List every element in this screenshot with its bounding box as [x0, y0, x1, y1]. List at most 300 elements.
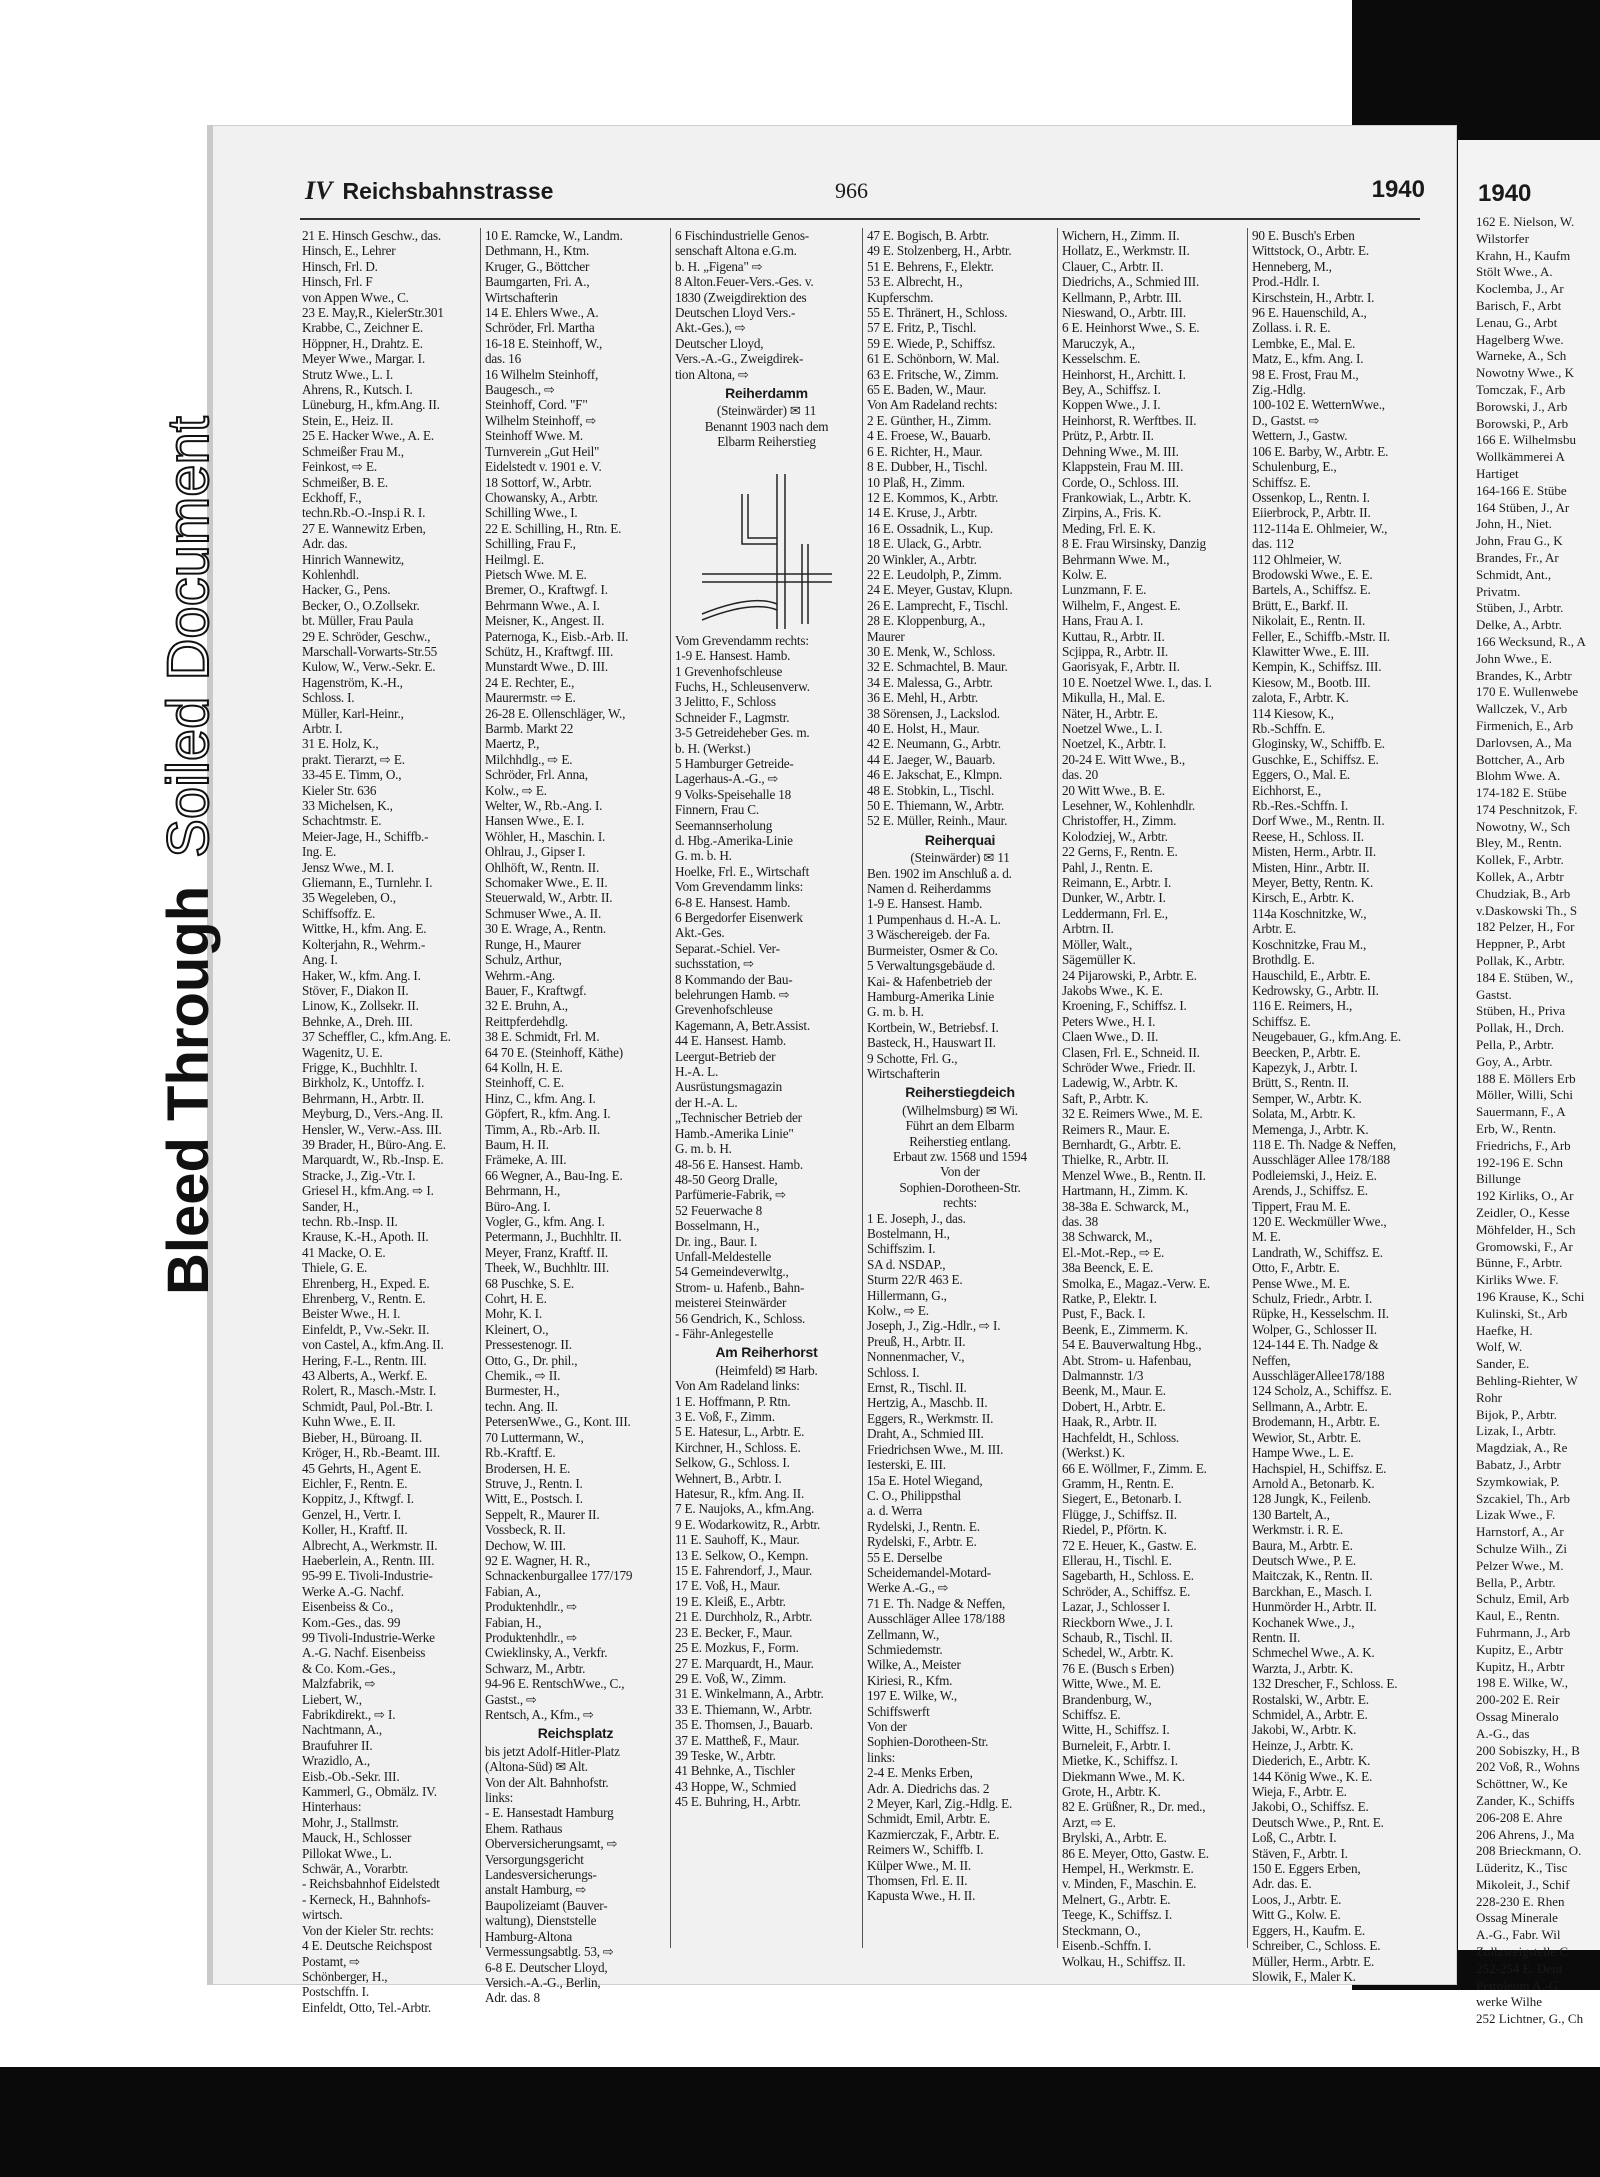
directory-entry: Kröger, H., Rb.-Beamt. III. [302, 1445, 440, 1461]
facing-page-entry: Bijok, P., Arbtr. [1476, 1406, 1557, 1422]
directory-entry: 1 E. Joseph, J., das. [867, 1210, 966, 1226]
directory-entry: Eisenb.-Schffn. I. [1062, 1938, 1152, 1954]
directory-entry: Meyer, Betty, Rentn. K. [1252, 875, 1374, 891]
directory-entry: Schreiber, C., Schloss. E. [1252, 1938, 1381, 1954]
directory-entry: Zirpins, A., Fris. K. [1062, 505, 1162, 521]
facing-page-entry: Firmenich, E., Arb [1476, 717, 1574, 733]
directory-entry: Separat.-Schiel. Ver- [675, 940, 780, 956]
directory-entry: Deutsch Wwe., P. E. [1252, 1552, 1357, 1568]
directory-entry: Arnold A., Betonarb. K. [1252, 1475, 1375, 1491]
directory-entry: Genzel, H., Vertr. I. [302, 1506, 401, 1522]
facing-page-entry: Szcakiel, Th., Arb [1476, 1490, 1570, 1506]
directory-entry: Loß, C., Arbtr. I. [1252, 1830, 1337, 1846]
directory-entry: Loos, J., Arbtr. E. [1252, 1891, 1342, 1907]
header-section-street [305, 176, 553, 206]
directory-entry: Brothdlg. E. [1252, 952, 1315, 968]
directory-entry: Mohr, K. I. [485, 1306, 542, 1322]
directory-entry: 28 E. Kloppenburg, A., [867, 613, 986, 629]
directory-entry: Pust, F., Back. I. [1062, 1306, 1146, 1322]
directory-entry: Maurer [867, 628, 905, 644]
directory-entry: Schaub, R., Tischl. II. [1062, 1629, 1173, 1645]
directory-entry: 70 Luttermann, W., [485, 1429, 584, 1445]
directory-entry: Schwarz, M., Arbtr. [485, 1660, 586, 1676]
directory-entry: Lagerhaus-A.-G., ⇨ [675, 771, 779, 787]
directory-entry: 5 E. Hatesur, L., Arbtr. E. [675, 1424, 805, 1440]
directory-entry: Flügge, J., Schiffsz. II. [1062, 1506, 1177, 1522]
directory-entry: Parfümerie-Fabrik, ⇨ [675, 1187, 787, 1203]
directory-entry: Ing. E. [302, 844, 337, 860]
directory-entry: Rb.-Res.-Schffn. I. [1252, 798, 1348, 814]
directory-entry: Sophien-Dorotheen-Str. [867, 1734, 989, 1750]
directory-entry: Akt.-Ges. [675, 925, 725, 941]
directory-entry: Versich.-A.-G., Berlin, [485, 1974, 601, 1990]
facing-page-entry: Bottcher, A., Arb [1476, 751, 1565, 767]
directory-entry: anstalt Hamburg, ⇨ [485, 1882, 587, 1898]
directory-entry: 6 Bergedorfer Eisenwerk [675, 910, 803, 925]
directory-entry: Schloss. I. [867, 1364, 920, 1380]
directory-entry: Einfeldt, P., Vw.-Sekr. II. [302, 1321, 430, 1337]
directory-entry: Joseph, J., Zig.-Hdlr., ⇨ I. [867, 1318, 1001, 1334]
directory-entry: Schmidt, Emil, Arbtr. E. [867, 1811, 991, 1827]
directory-entry: Cohrt, H. E. [485, 1291, 547, 1307]
directory-entry: 24 Pijarowski, P., Arbtr. E. [1062, 967, 1197, 983]
directory-entry: Bauer, F., Kraftwgf. [485, 982, 587, 998]
directory-entry: PetersenWwe., G., Kont. III. [485, 1414, 631, 1430]
directory-entry: Kirsch, E., Arbtr. K. [1252, 890, 1355, 906]
directory-entry: Wichern, H., Zimm. II. [1062, 228, 1180, 243]
directory-entry: 6 Fischindustrielle Genos- [675, 228, 809, 243]
directory-entry: Welter, W., Rb.-Ang. I. [485, 798, 603, 814]
directory-entry: 3 E. Voß, F., Zimm. [675, 1409, 775, 1424]
directory-entry: Petermann, J., Buchhltr. II. [485, 1229, 622, 1245]
directory-entry: Milchhdlg., ⇨ E. [485, 751, 573, 767]
directory-entry: 66 E. Wöllmer, F., Zimm. E. [1062, 1460, 1207, 1476]
directory-entry: Ellerau, H., Tischl. E. [1062, 1552, 1172, 1568]
directory-entry: 54 E. Bauverwaltung Hbg., [1062, 1337, 1202, 1353]
directory-entry: Kolw., ⇨ E. [867, 1303, 929, 1319]
directory-entry: Beenk, M., Maur. E. [1062, 1383, 1166, 1399]
directory-entry: Arzt, ⇨ E. [1062, 1814, 1116, 1830]
directory-entry: 150 E. Eggers Erben, [1252, 1861, 1361, 1877]
directory-entry: 41 Behnke, A., Tischler [675, 1763, 795, 1779]
directory-entry: Semper, W., Arbtr. K. [1252, 1090, 1362, 1106]
directory-entry: Kapusta Wwe., H. II. [867, 1888, 976, 1904]
stamp-word-soiled-document: Soiled Document [156, 416, 221, 858]
directory-entry: Maruczyk, A., [1062, 335, 1135, 351]
street-note: Benannt 1903 nach dem [704, 418, 829, 434]
directory-entry: 38a Beenck, E. E. [1062, 1260, 1154, 1276]
directory-entry: Abt. Strom- u. Hafenbau, [1062, 1352, 1192, 1368]
directory-entry: Reimers R., Maur. E. [1062, 1121, 1170, 1137]
directory-entry: 99 Tivoli-Industrie-Werke [302, 1629, 435, 1645]
scan-bottom-dark [0, 2067, 1600, 2177]
directory-entry: SA d. NSDAP., [867, 1256, 946, 1272]
directory-entry: Arends, J., Schiffsz. E. [1252, 1183, 1368, 1199]
directory-entry: Hoelke, Frl. E., Wirtschaft [675, 863, 810, 879]
directory-entry: Kolterjahn, R., Wehrm.- [302, 936, 426, 952]
directory-entry: 30 E. Menk, W., Schloss. [867, 643, 996, 659]
directory-entry: Ben. 1902 im Anschluß a. d. [867, 865, 1012, 881]
directory-entry: 37 E. Mattheß, F., Maur. [675, 1732, 800, 1748]
directory-entry: Fuchs, H., Schleusenverw. [675, 678, 810, 694]
directory-entry: Klawitter Wwe., E. III. [1252, 643, 1370, 659]
directory-entry: Hollatz, E., Werkmstr. II. [1062, 243, 1190, 259]
directory-entry: El.-Mot.-Rep., ⇨ E. [1062, 1244, 1165, 1260]
directory-entry: Menzel Wwe., B., Rentn. II. [1062, 1167, 1206, 1183]
directory-entry: Prod.-Hdlr. I. [1252, 274, 1320, 290]
facing-page-entry: Kollek, A., Arbtr [1476, 869, 1564, 885]
directory-entry: Draht, A., Schmied III. [867, 1426, 984, 1442]
directory-entry: Bernhardt, G., Arbtr. E. [1062, 1136, 1181, 1152]
directory-entry: Schiffsz. E. [1062, 1707, 1121, 1722]
directory-entry: Maurermstr. ⇨ E. [485, 690, 576, 706]
directory-entry: Ausschläger Allee 178/188 [867, 1611, 1005, 1627]
directory-entry: Warzta, J., Arbtr. K. [1252, 1660, 1353, 1676]
directory-entry: 44 E. Hansest. Hamb. [675, 1033, 787, 1049]
directory-entry: 21 E. Hinsch Geschw., das. [302, 228, 441, 243]
directory-entry: Bosselmann, H., [675, 1218, 760, 1234]
directory-entry: 59 E. Wiede, P., Schiffsz. [867, 335, 996, 351]
directory-entry: Ang. I. [302, 952, 338, 968]
directory-entry: Zig.-Hdlg. [1252, 382, 1306, 398]
directory-entry: 32 E. Schmachtel, B. Maur. [867, 659, 1008, 675]
directory-entry: Baugesch., ⇨ [485, 382, 555, 398]
directory-entry: Eisenbeiss & Co., [302, 1599, 394, 1615]
directory-entry: Kieler Str. 636 [302, 782, 377, 798]
directory-entry: 90 E. Busch's Erben [1252, 228, 1355, 243]
facing-page-entry: Harnstorf, A., Ar [1476, 1524, 1564, 1540]
directory-entry: Timm, A., Rb.-Arb. II. [485, 1121, 600, 1137]
directory-entry: Landrath, W., Schiffsz. E. [1252, 1244, 1383, 1260]
directory-entry: Hans, Frau A. I. [1062, 613, 1144, 629]
directory-entry: Thielke, R., Arbtr. II. [1062, 1152, 1169, 1168]
directory-entry: 32 E. Bruhn, A., [485, 998, 568, 1014]
directory-entry: Rentn. II. [1252, 1629, 1301, 1645]
directory-entry: Ahrens, R., Kutsch. I. [302, 382, 413, 398]
directory-entry: Kroening, F., Schiffsz. I. [1062, 998, 1187, 1014]
directory-entry: Kolw., ⇨ E. [485, 782, 547, 798]
directory-entry: Nonnenmacher, V., [867, 1349, 965, 1365]
directory-entry: Leergut-Betrieb der [675, 1048, 776, 1064]
directory-entry: 132 Drescher, F., Schloss. E. [1252, 1676, 1398, 1692]
directory-entry: Brodowski Wwe., E. E. [1252, 566, 1373, 582]
directory-entry: Theek, W., Buchhltr. III. [485, 1260, 609, 1276]
directory-entry: 32 E. Reimers Wwe., M. E. [1062, 1106, 1203, 1122]
directory-entry: 6-8 E. Hansest. Hamb. [675, 894, 791, 910]
directory-entry: Kammerl, G., Obmälz. IV. [302, 1784, 437, 1800]
directory-entry: Schnackenburgallee 177/179 [485, 1568, 633, 1584]
facing-page-entry: Möller, Willi, Schi [1476, 1087, 1573, 1103]
directory-entry: H.-A. L. [675, 1064, 719, 1080]
directory-entry: 13 E. Selkow, O., Kempn. [675, 1547, 809, 1563]
directory-entry: das. 38 [1062, 1214, 1098, 1229]
directory-entry: Mauck, H., Schlosser [302, 1830, 412, 1846]
directory-entry: Külper Wwe., M. II. [867, 1857, 971, 1873]
directory-entry: bt. Müller, Frau Paula [302, 613, 414, 629]
facing-page-year: 1940 [1478, 180, 1532, 207]
directory-entry: 55 E. Derselbe [867, 1549, 943, 1565]
facing-page-entry: 200-202 E. Reir [1476, 1692, 1560, 1708]
directory-entry: Zellmann, W., [867, 1626, 940, 1642]
facing-page-entry: Nowotny Wwe., K [1476, 365, 1574, 381]
directory-entry: Von Am Radeland links: [675, 1378, 800, 1394]
directory-entry: 20-24 E. Witt Wwe., B., [1062, 751, 1185, 767]
directory-entry: 8 Kommando der Bau- [675, 971, 793, 987]
facing-page-entry: John, H., Niet. [1476, 516, 1552, 532]
directory-entry: Sagebarth, H., Schloss. E. [1062, 1568, 1194, 1584]
directory-entry: Akt.-Ges.), ⇨ [675, 320, 746, 336]
directory-entry: Ohlhöft, W., Rentn. II. [485, 859, 600, 875]
directory-entry: Eckhoff, F., [302, 489, 362, 505]
map-road-line [748, 494, 777, 538]
directory-entry: Kirschstein, H., Arbtr. I. [1252, 289, 1375, 305]
directory-entry: Produktenhdlr., ⇨ [485, 1599, 578, 1615]
facing-page-entry: 170 E. Wullenwebe [1476, 684, 1579, 700]
directory-entry: Främeke, A. III. [485, 1152, 567, 1168]
directory-entry: Schulz, Arthur, [485, 952, 562, 968]
directory-entry: 1 E. Hoffmann, P. Rtn. [675, 1393, 791, 1409]
directory-entry: Meyburg, D., Vers.-Ang. II. [302, 1106, 443, 1122]
directory-entry: Wittke, H., kfm. Ang. E. [302, 921, 427, 937]
directory-entry: 29 E. Voß, W., Zimm. [675, 1670, 786, 1686]
directory-entry: Wöhler, H., Maschin. I. [485, 828, 606, 844]
facing-page-entry: Brandes, Fr., Ar [1476, 549, 1559, 565]
directory-entry: 33 E. Thiemann, W., Arbtr. [675, 1701, 813, 1717]
column-6 [1248, 228, 1423, 1984]
facing-page-entry: Lüderitz, K., Tisc [1476, 1860, 1568, 1876]
directory-entry: Eggers, H., Kaufm. E. [1252, 1922, 1365, 1938]
directory-entry: Kuttau, R., Arbtr. II. [1062, 628, 1165, 644]
facing-page-entry: Wolf, W. [1476, 1339, 1523, 1355]
directory-entry: 34 E. Malessa, G., Arbtr. [867, 674, 993, 690]
directory-entry: 1 Grevenhofschleuse [675, 663, 783, 679]
directory-entry: Memenga, J., Arbtr. K. [1252, 1121, 1369, 1137]
directory-entry: 26-28 E. Ollenschläger, W., [485, 705, 626, 721]
facing-page-entry: Goy, A., Arbtr. [1476, 1053, 1553, 1069]
directory-entry: Kesselschm. E. [1062, 351, 1141, 367]
directory-entry: Turnverein „Gut Heil" [485, 443, 600, 459]
directory-entry: Lembke, E., Mal. E. [1252, 335, 1356, 351]
directory-entry: Malzfabrik, ⇨ [302, 1676, 376, 1692]
directory-entry: Prütz, P., Arbtr. II. [1062, 428, 1154, 444]
facing-page-entry: Warneke, A., Sch [1476, 348, 1567, 364]
directory-entry: Ehem. Rathaus [485, 1820, 563, 1836]
directory-entry: Baura, M., Arbtr. E. [1252, 1537, 1353, 1553]
directory-entry: 124-144 E. Th. Nadge & [1252, 1337, 1379, 1353]
facing-page-lines [1458, 214, 1600, 2028]
directory-entry: Haker, W., kfm. Ang. I. [302, 967, 421, 983]
street-note: Elbarm Reiherstieg [717, 434, 816, 450]
directory-entry: 42 E. Neumann, G., Arbtr. [867, 736, 1001, 752]
facing-page-entry: 174 Peschnitzok, F. [1476, 801, 1578, 817]
directory-entry: 18 E. Ulack, G., Arbtr. [867, 536, 982, 552]
directory-entry: Vers.-A.-G., Zweigdirek- [675, 351, 804, 367]
directory-entry: prakt. Tierarzt, ⇨ E. [302, 751, 405, 767]
directory-entry: Vermessungsabtlg. 53, ⇨ [485, 1944, 614, 1960]
directory-entry: Kruger, G., Böttcher [485, 258, 590, 274]
directory-entry: techn.Rb.-O.-Insp.i R. I. [302, 505, 426, 521]
directory-entry: Hering, F.-L., Rentn. III. [302, 1352, 427, 1368]
directory-entry: Schröder, Frl. Martha [485, 320, 595, 336]
directory-entry: Fabian, H., [485, 1614, 542, 1630]
directory-entry: Nachtmann, A., [302, 1722, 382, 1738]
directory-entry: Wolper, G., Schlosser II. [1252, 1321, 1377, 1337]
street-heading: Reiherstiegdeich [905, 1084, 1015, 1101]
facing-page-entry: Heppner, P., Arbt [1476, 936, 1566, 952]
facing-page-entry: 252-254 E. Deut [1476, 1960, 1563, 1976]
directory-entry: Slowik, F., Maler K. [1252, 1968, 1356, 1984]
directory-entry: Wewior, St., Arbtr. E. [1252, 1429, 1362, 1445]
directory-entry: 7 E. Naujoks, A., kfm.Ang. [675, 1501, 815, 1517]
street-note: (Steinwärder) ✉ 11 [910, 850, 1010, 866]
directory-entry: Marschall-Vorwarts-Str.55 [302, 643, 438, 659]
directory-entry: 10 Plaß, H., Zimm. [867, 474, 965, 490]
directory-entry: Brütt, S., Rentn. II. [1252, 1075, 1349, 1091]
directory-entry: 65 E. Baden, W., Maur. [867, 382, 987, 398]
directory-entry: tion Altona, ⇨ [675, 366, 749, 382]
directory-entry: Kedrowsky, G., Arbtr. II. [1252, 982, 1379, 998]
directory-entry: 6 E. Richter, H., Maur. [867, 443, 983, 459]
directory-entry: Dethmann, H., Ktm. [485, 243, 590, 259]
directory-entry: Seppelt, R., Maurer II. [485, 1506, 600, 1522]
directory-entry: 27 E. Marquardt, H., Maur. [675, 1655, 814, 1671]
directory-entry: Sturm 22/R 463 E. [867, 1272, 963, 1288]
directory-entry: Henneberg, M., [1252, 258, 1332, 274]
facing-page-entry: Darlovsen, A., Ma [1476, 734, 1572, 750]
directory-entry: Becker, O., O.Zollsekr. [302, 597, 420, 613]
directory-entry: Basteck, H., Hauswart II. [867, 1035, 996, 1051]
directory-entry: Ernst, R., Tischl. II. [867, 1380, 967, 1396]
directory-entry: Stöver, F., Diakon II. [302, 982, 409, 998]
facing-page-entry: Wallczek, V., Arb [1476, 701, 1568, 717]
directory-entry: 12 E. Kommos, K., Arbtr. [867, 489, 999, 505]
facing-page-entry: 200 Sobiszky, H., B [1476, 1742, 1580, 1758]
directory-entry: 16 E. Ossadnik, L., Kup. [867, 520, 993, 536]
directory-entry: 33 Michelsen, K., [302, 798, 393, 814]
facing-page-entry: Hagelberg Wwe. [1476, 331, 1564, 347]
directory-entry: Hauschild, E., Arbtr. E. [1252, 967, 1371, 983]
directory-entry: Adr. das. E. [1252, 1876, 1312, 1892]
directory-entry: Nieswand, O., Arbtr. III. [1062, 305, 1186, 321]
directory-entry: Höppner, H., Drahtz. E. [302, 335, 423, 351]
directory-entry: Göpfert, R., kfm. Ang. I. [485, 1106, 611, 1122]
facing-page-entry: Ossag Mineralo [1476, 1708, 1559, 1724]
directory-entry: b. H. (Werkst.) [675, 740, 751, 756]
directory-entry: Tippert, Frau M. E. [1252, 1198, 1351, 1214]
directory-entry: 20 Winkler, A., Arbtr. [867, 551, 977, 567]
directory-entry: Fabrikdirekt., ⇨ I. [302, 1707, 396, 1722]
facing-page-fragment [1458, 140, 1600, 2027]
directory-entry: Hempel, H., Werkmstr. E. [1062, 1861, 1194, 1877]
directory-entry: Bremer, O., Kraftwgf. I. [485, 582, 608, 598]
directory-entry: Braufuhrer II. [302, 1737, 373, 1753]
facing-page-entry: 162 E. Nielson, W. [1476, 214, 1575, 229]
directory-entry: Cwieklinsky, A., Verkfr. [485, 1645, 608, 1661]
page-number: 966 [835, 178, 868, 203]
facing-page-entry: Ossag Minerale [1476, 1910, 1558, 1926]
directory-entry: 63 E. Fritsche, W., Zimm. [867, 366, 999, 382]
facing-page-entry: Haefke, H. [1476, 1322, 1533, 1338]
directory-entry: Podleiemski, J., Heiz. E. [1252, 1167, 1377, 1183]
directory-entry: Rydelski, J., Rentn. E. [867, 1518, 980, 1534]
directory-entry: 45 E. Buhring, H., Arbtr. [675, 1794, 801, 1810]
facing-page-entry: John Wwe., E. [1476, 650, 1552, 666]
directory-entry: Clauer, C., Arbtr. II. [1062, 258, 1164, 274]
facing-page-entry: A.-G., das [1476, 1725, 1530, 1741]
directory-entry: 22 E. Leudolph, P., Zimm. [867, 566, 1002, 582]
directory-entry: 114 Kiesow, K., [1252, 705, 1334, 721]
directory-entry: 54 Gemeindeverwltg., [675, 1264, 789, 1280]
directory-entry: Brandenburg, W., [1062, 1691, 1152, 1707]
directory-entry: Sägemüller K. [1062, 952, 1136, 968]
directory-entry: 24 E. Meyer, Gustav, Klupn. [867, 582, 1013, 598]
facing-page-entry: 202 Voß, R., Wohns [1476, 1759, 1580, 1775]
directory-entry: Rb.-Kraftf. E. [485, 1445, 556, 1461]
directory-entry: Heinze, J., Arbtr. K. [1252, 1737, 1354, 1753]
directory-entry: Corde, O., Schloss. III. [1062, 474, 1179, 490]
directory-entry: 53 E. Albrecht, H., [867, 274, 963, 290]
directory-entry: Sellmann, A., Arbtr. E. [1252, 1398, 1368, 1414]
directory-entry: 120 E. Weckmüller Wwe., [1252, 1214, 1387, 1229]
directory-entry: Otto, G., Dr. phil., [485, 1352, 578, 1368]
directory-entry: Von der Alt. Bahnhofstr. [485, 1774, 609, 1790]
directory-entry: Steinhoff, C. E. [485, 1075, 564, 1091]
scan-margin-top [0, 0, 1360, 48]
facing-page-entry: 206 Ahrens, J., Ma [1476, 1826, 1575, 1842]
facing-page-entry: Wollkämmerei A [1476, 449, 1565, 465]
street-note: Erbaut zw. 1568 und 1594 [893, 1148, 1027, 1164]
directory-entry: Stein, E., Heiz. II. [302, 412, 394, 428]
directory-entry: Kupferschm. [867, 289, 934, 305]
directory-entry: G. m. b. H. [675, 848, 732, 864]
directory-entry: Hagenström, K.-H., [302, 674, 403, 690]
facing-page-entry: Bünne, F., Arbtr. [1476, 1255, 1563, 1271]
directory-entry: 15a E. Hotel Wiegand, [867, 1472, 983, 1488]
directory-entry: 44 E. Jaeger, W., Bauarb. [867, 751, 996, 767]
directory-entry: Gliemann, E., Turnlehr. I. [302, 875, 433, 891]
directory-entry: senschaft Altona e.G.m. [675, 243, 797, 259]
directory-entry: Barckhan, E., Masch. I. [1252, 1583, 1372, 1599]
facing-page-entry: Kollek, F., Arbtr. [1476, 852, 1564, 868]
directory-entry: Jakobi, W., Arbtr. K. [1252, 1722, 1357, 1738]
directory-entry: Kellmann, P., Arbtr. III. [1062, 289, 1182, 305]
directory-entry: Koppitz, J., Kftwgf. I. [302, 1491, 414, 1507]
facing-page-entry: Stüben, H., Priva [1476, 1003, 1566, 1019]
directory-entry: Barmb. Markt 22 [485, 721, 574, 736]
directory-entry: 2 Meyer, Karl, Zig.-Hdlg. E. [867, 1796, 1013, 1812]
directory-entry: v. Minden, F., Maschin. E. [1062, 1876, 1197, 1892]
directory-entry: Schloss. I. [302, 690, 355, 706]
directory-entry: Dr. ing., Baur. I. [675, 1233, 758, 1249]
directory-entry: Paternoga, K., Eisb.-Arb. II. [485, 628, 629, 644]
directory-entry: Eggers, R., Werkmstr. II. [867, 1410, 994, 1426]
directory-entry: Heinhorst, R. Werftbes. II. [1062, 412, 1197, 428]
street-note: Reiherstieg entlang. [909, 1133, 1011, 1149]
directory-entry: Noetzel, K., Arbtr. I. [1062, 736, 1167, 752]
directory-entry: Clasen, Frl. E., Schneid. II. [1062, 1044, 1200, 1060]
directory-entry: Schomaker Wwe., E. II. [485, 875, 608, 891]
directory-entry: 36 E. Mehl, H., Arbtr. [867, 690, 978, 706]
facing-page-entry: Privatm. [1476, 583, 1521, 599]
facing-page-entry: Brandes, K., Arbtr [1476, 667, 1572, 683]
directory-entry: Chemik., ⇨ II. [485, 1368, 561, 1384]
directory-entry: 51 E. Behrens, F., Elektr. [867, 258, 994, 274]
directory-entry: 116 E. Reimers, H., [1252, 998, 1353, 1014]
directory-entry: Koller, H., Kraftf. II. [302, 1522, 408, 1538]
directory-entry: Grevenhofschleuse [675, 1002, 773, 1018]
directory-entry: Deutsch Wwe., P., Rnt. E. [1252, 1814, 1384, 1830]
column-1 [298, 228, 481, 2015]
